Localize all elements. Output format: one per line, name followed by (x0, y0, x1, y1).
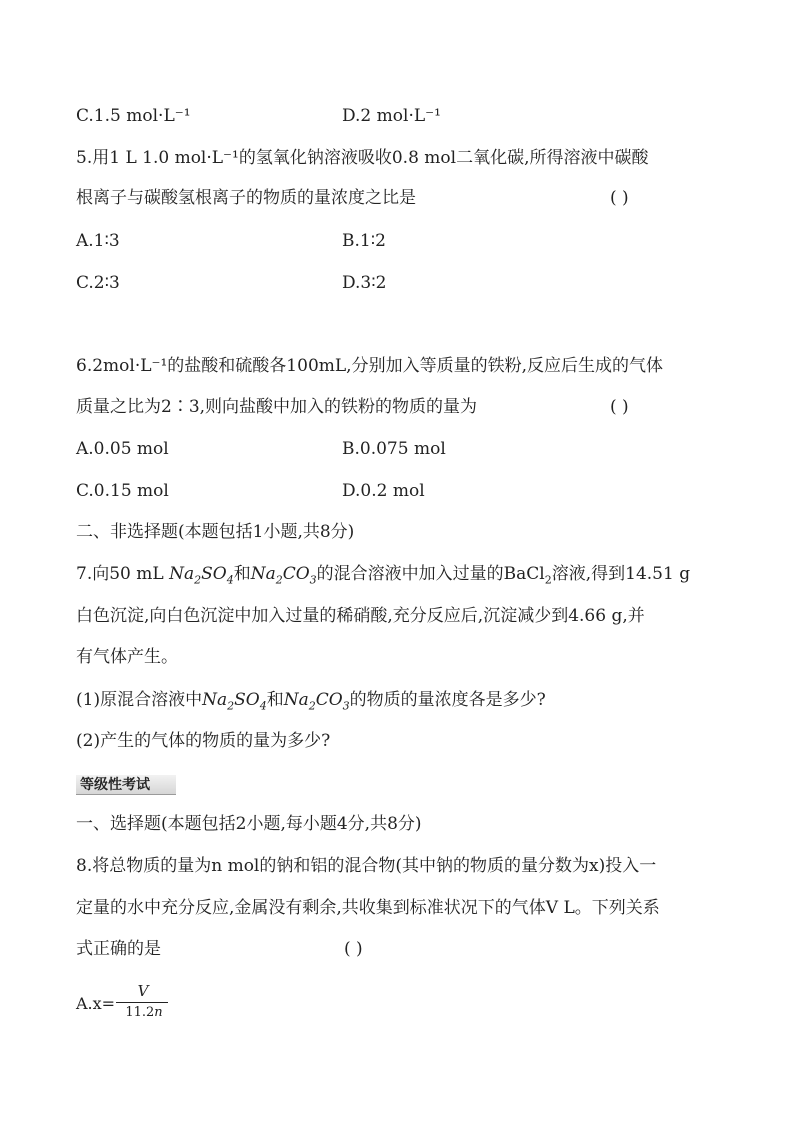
q5-option-d: D.3∶2 (342, 273, 387, 293)
formula-na2so4: $Na_2SO_4$ (202, 690, 267, 713)
fraction-numerator: V (137, 982, 149, 1000)
fraction-bar (116, 1002, 168, 1003)
q4-option-c: C.1.5 mol·L⁻¹ (76, 106, 191, 126)
q6-option-c: C.0.15 mol (76, 481, 169, 501)
section-badge: 等级性考试 (76, 775, 176, 795)
q5-stem-line1: 5.用1 L 1.0 mol·L⁻¹的氢氧化钠溶液吸收0.8 mol二氧化碳,所得溶液中碳酸 (76, 148, 649, 168)
q6-option-b: B.0.075 mol (342, 439, 446, 459)
formula-na2co3: $Na_2CO_3$ (250, 564, 317, 587)
formula-na2so4: $Na_2SO_4$ (169, 564, 234, 587)
q8-stem-line3: 式正确的是 (76, 939, 161, 959)
q5-option-a: A.1∶3 (76, 231, 120, 251)
q7-stem-line3: 有气体产生。 (76, 647, 178, 667)
q8-stem-line1: 8.将总物质的量为n mol的钠和铝的混合物(其中钠的物质的量分数为x)投入一 (76, 856, 657, 876)
q7-stem-line2: 白色沉淀,向白色沉淀中加入过量的稀硝酸,充分反应后,沉淀减少到4.66 g,并 (76, 606, 645, 626)
q4-option-d: D.2 mol·L⁻¹ (342, 106, 441, 126)
q6-option-a: A.0.05 mol (76, 439, 169, 459)
section-heading-choice: 一、选择题(本题包括2小题,每小题4分,共8分) (76, 814, 422, 834)
q6-stem-line1: 6.2mol·L⁻¹的盐酸和硫酸各100mL,分别加入等质量的铁粉,反应后生成的气体 (76, 356, 663, 376)
q5-answer-blank: ( ) (610, 188, 629, 208)
q6-stem-line2: 质量之比为2∶3,则向盐酸中加入的铁粉的物质的量为 (76, 397, 478, 417)
q7-subquestion-1: (1)原混合溶液中$Na_2SO_4$和$Na_2CO_3$的物质的量浓度各是多少? (76, 690, 546, 713)
q5-option-c: C.2∶3 (76, 273, 120, 293)
formula-na2co3: $Na_2CO_3$ (283, 690, 350, 713)
q5-stem-line2: 根离子与碳酸氢根离子的物质的量浓度之比是 (76, 188, 416, 208)
q7-stem-line1: 7.向50 mL $Na_2SO_4$和$Na_2CO_3$的混合溶液中加入过量的BaCl$_2$溶液,得到14.51 g (76, 564, 691, 587)
q5-option-b: B.1∶2 (342, 231, 386, 251)
q8-stem-line2: 定量的水中充分反应,金属没有剩余,共收集到标准状况下的气体V L。下列关系 (76, 898, 660, 918)
q7-subquestion-2: (2)产生的气体的物质的量为多少? (76, 731, 331, 751)
q8-answer-blank: ( ) (344, 939, 363, 959)
q6-option-d: D.0.2 mol (342, 481, 425, 501)
q6-answer-blank: ( ) (610, 397, 629, 417)
fraction-denominator: 11.2n (125, 1005, 163, 1020)
q8-option-a-label: A.x= (76, 994, 116, 1013)
q7-text: 7.向50 mL (76, 564, 170, 584)
section-heading-nonchoice: 二、非选择题(本题包括1小题,共8分) (76, 522, 355, 542)
